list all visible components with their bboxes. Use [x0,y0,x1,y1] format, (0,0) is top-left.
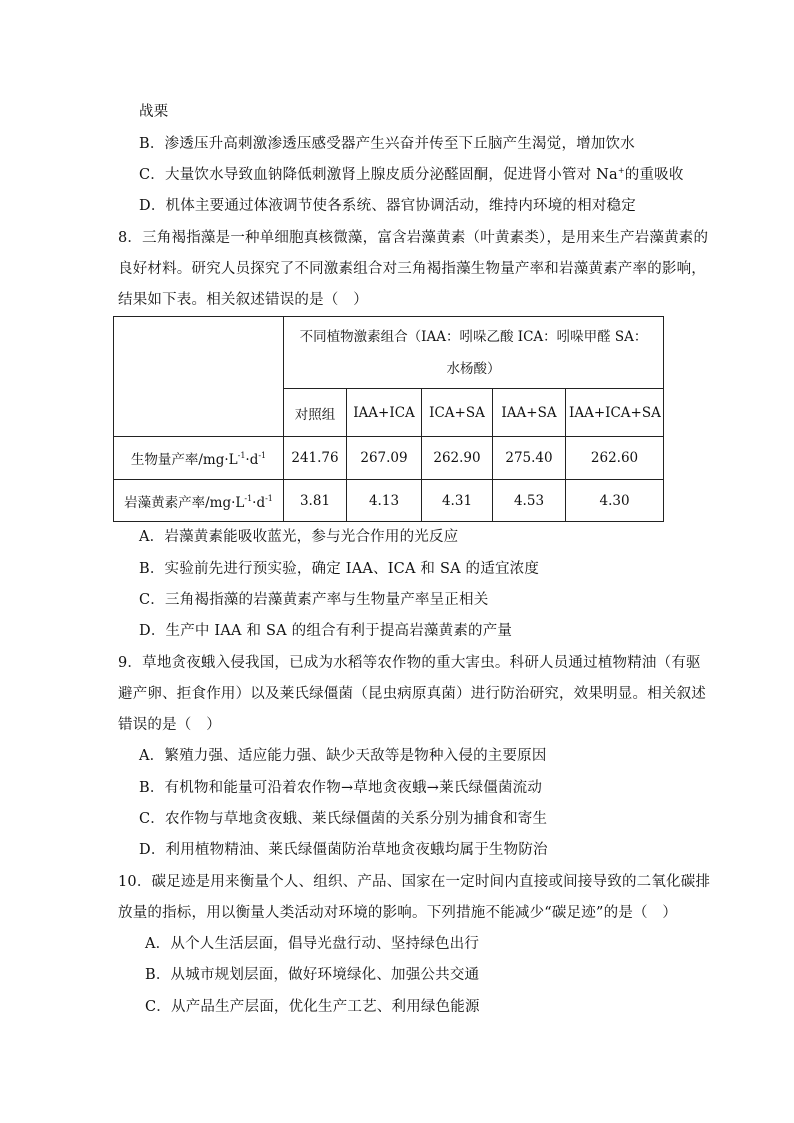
q8-option-d: D．生产中 IAA 和 SA 的组合有利于提高岩藻黄素的产量 [139,623,513,639]
q8-stem-line1: 8．三角褐指藻是一种单细胞真核微藻，富含岩藻黄素（叶黄素类），是用来生产岩藻黄素的 [118,230,709,246]
q10-option-c: C．从产品生产层面，优化生产工艺、利用绿色能源 [145,999,480,1015]
table-cell: 4.31 [422,480,493,522]
table-group-header-line2: 水杨酸） [446,360,501,377]
table-group-header-line1: 不同植物激素组合（IAA：吲哚乙酸 ICA：吲哚甲醛 SA： [299,328,648,345]
table-cell: 3.81 [284,480,347,522]
unit-sup: -1 [265,493,273,503]
q7-option-d: D．机体主要通过体液调节使各系统、器官协调活动，维持内环境的相对稳定 [139,198,636,214]
q10-stem-line1: 10．碳足迹是用来衡量个人、组织、产品、国家在一定时间内直接或间接导致的二氧化碳排 [118,874,711,890]
column-header: IAA+SA [493,389,566,437]
q9-option-c: C．农作物与草地贪夜蛾、莱氏绿僵菌的关系分别为捕食和寄生 [139,811,548,827]
hormone-results-table [113,316,664,522]
q8-stem-line2: 良好材料。研究人员探究了不同激素组合对三角褐指藻生物量产率和岩藻黄素产率的影响， [118,261,706,277]
q10-stem-line2: 放量的指标，用以衡量人类活动对环境的影响。下列措施不能减少“碳足迹”的是（ ） [118,905,678,921]
q7-option-c [139,165,684,185]
q8-stem-line3: 结果如下表。相关叙述错误的是（ ） [118,292,368,308]
table-cell: 267.09 [347,437,422,480]
table-cell: 262.90 [422,437,493,480]
q7-option-c-tail: 的重吸收 [624,167,684,183]
q9-option-b: B．有机物和能量可沿着农作物→草地贪夜蛾→莱氏绿僵菌流动 [139,780,543,796]
q10-option-b: B．从城市规划层面，做好环境绿化、加强公共交通 [145,967,480,983]
column-header: IAA+ICA [347,389,422,437]
table-corner-cell [114,317,284,437]
table-cell: 4.13 [347,480,422,522]
unit-sup: -1 [244,493,253,503]
column-header: 对照组 [284,389,347,437]
row-label-text: 岩藻黄素产率/mg·L [124,494,245,511]
q8-option-a: A．岩藻黄素能吸收蓝光，参与光合作用的光反应 [139,529,459,545]
table-cell: 4.53 [493,480,566,522]
q8-option-c: C．三角褐指藻的岩藻黄素产率与生物量产率呈正相关 [139,592,489,608]
table-group-header [284,317,664,389]
row-label-text: 生物量产率/mg·L [130,452,238,468]
q7-option-c-text: C．大量饮水导致血钠降低刺激肾上腺皮质分泌醛固酮，促进肾小管对 Na [139,167,618,183]
table-cell: 241.76 [284,437,347,480]
unit-mid: ·d [252,494,266,511]
q9-option-a: A．繁殖力强、适应能力强、缺少天敌等是物种入侵的主要原因 [139,748,547,764]
row-label-fucoxanthin [114,480,284,522]
q7-option-b: B．渗透压升高刺激渗透压感受器产生兴奋并传至下丘脑产生渴觉，增加饮水 [139,136,635,152]
column-header: IAA+ICA+SA [566,389,664,437]
q7-continued-text: 战栗 [139,104,169,120]
q9-stem-line2: 避产卵、拒食作用）以及莱氏绿僵菌（昆虫病原真菌）进行防治研究，效果明显。相关叙述 [118,686,706,702]
table-row [114,480,664,522]
q10-option-a: A．从个人生活层面，倡导光盘行动、坚持绿色出行 [145,936,480,952]
q9-stem-line3: 错误的是（ ） [118,717,221,733]
unit-sup: -1 [237,451,246,460]
table-cell: 262.60 [566,437,664,480]
table-cell: 4.30 [566,480,664,522]
q9-option-d: D．利用植物精油、莱氏绿僵菌防治草地贪夜蛾均属于生物防治 [139,842,548,858]
q9-stem-line1: 9．草地贪夜蛾入侵我国，已成为水稻等农作物的重大害虫。科研人员通过植物精油（有驱 [118,655,701,671]
table-cell: 275.40 [493,437,566,480]
unit-mid: ·d [245,452,259,468]
q7-option-c-sup: + [617,166,625,175]
table-row [114,437,664,480]
q8-option-b: B．实验前先进行预实验，确定 IAA、ICA 和 SA 的适宜浓度 [139,561,540,577]
unit-sup: -1 [258,451,267,460]
column-header: ICA+SA [422,389,493,437]
row-label-biomass [114,437,284,480]
